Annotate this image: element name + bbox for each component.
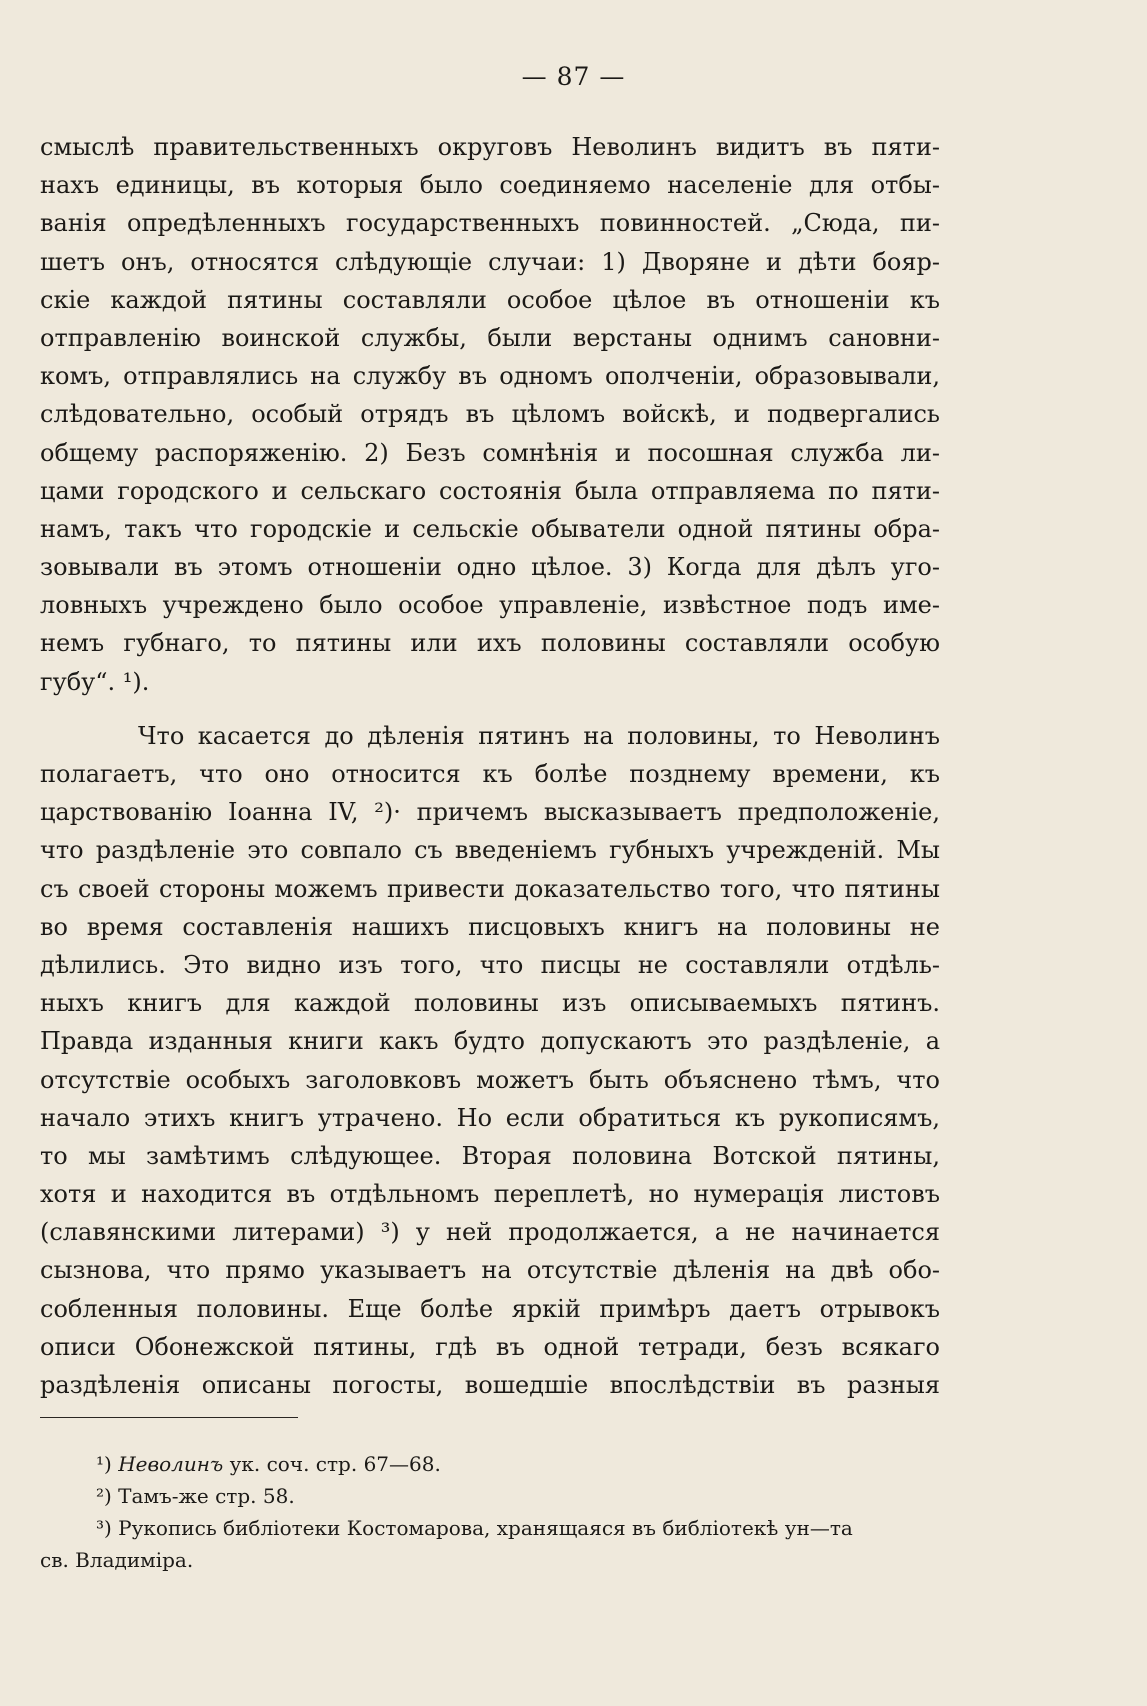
footnote-text: Тамъ-же стр. 58. <box>111 1484 295 1508</box>
footnote-author: Неволинъ <box>118 1452 224 1476</box>
footnote-mark: ³) <box>96 1516 112 1540</box>
text-line: зовывали въ этомъ отношеніи одно цѣлое. 3) Когда для дѣлъ уго- <box>40 553 940 582</box>
text-line: во время составленія нашихъ писцовыхъ книгъ на половины не <box>40 912 940 941</box>
text-line: хотя и находится въ отдѣльномъ переплетѣ, но нумерація листовъ <box>40 1180 940 1209</box>
text-line: начало этихъ книгъ утрачено. Но если обратиться къ рукописямъ, <box>40 1103 940 1132</box>
text-line: смыслѣ правительственныхъ округовъ Неволинъ видитъ въ пяти- <box>40 133 940 161</box>
text-line: дѣлились. Это видно изъ того, что писцы не составляли отдѣль- <box>40 950 940 979</box>
paragraph-gap <box>40 701 940 717</box>
text-line: ныхъ книгъ для каждой половины изъ описываемыхъ пятинъ. <box>40 989 940 1018</box>
text-line: шетъ онъ, относятся слѣдующіе случаи: 1) Дворяне и дѣти бояр- <box>40 247 940 276</box>
text-line: нахъ единицы, въ которыя было соединяемо населеніе для отбы- <box>40 171 940 200</box>
footnote-1 <box>40 1448 940 1480</box>
text-line: отправленію воинской службы, были верстаны однимъ сановни- <box>40 323 940 352</box>
footnote-text: Рукопись библіотеки Костомарова, хранящаяся въ библіотекѣ ун—та <box>111 1516 853 1540</box>
footnote-mark: ²) <box>96 1484 112 1508</box>
text-line: отсутствіе особыхъ заголовковъ можетъ быть объяснено тѣмъ, что <box>40 1065 940 1094</box>
footnotes <box>40 1448 940 1576</box>
text-line: цами городского и сельскаго состоянія была отправляема по пяти- <box>40 476 940 505</box>
main-text <box>40 128 940 1404</box>
text-line: Что касается до дѣленія пятинъ на половины, то Неволинъ <box>138 721 940 750</box>
text-line: (славянскими литерами) ³) у ней продолжается, а не начинается <box>40 1218 940 1247</box>
footnote-3-continuation: св. Владиміра. <box>40 1548 194 1572</box>
text-line: сызнова, что прямо указываетъ на отсутствіе дѣленія на двѣ обо- <box>40 1256 940 1285</box>
text-line: то мы замѣтимъ слѣдующее. Вторая половина Вотской пятины, <box>40 1141 940 1170</box>
text-line: общему распоряженію. 2) Безъ сомнѣнія и посошная служба ли- <box>40 438 940 467</box>
footnote-3 <box>40 1512 940 1544</box>
text-line: полагаетъ, что оно относится къ болѣе позднему времени, къ <box>40 760 940 788</box>
footnote-mark: ¹) <box>96 1452 112 1476</box>
text-line: слѣдовательно, особый отрядъ въ цѣломъ войскѣ, и подвергались <box>40 400 940 429</box>
text-line: Правда изданныя книги какъ будто допускаютъ это раздѣленіе, а <box>40 1027 940 1056</box>
text-line: описи Обонежской пятины, гдѣ въ одной тетради, безъ всякаго <box>40 1332 940 1361</box>
text-line: собленныя половины. Еще болѣе яркій примѣръ даетъ отрывокъ <box>40 1294 940 1323</box>
text-line: губу“. ¹). <box>40 667 150 696</box>
footnote-2 <box>40 1480 940 1512</box>
text-line: царствованію Іоанна IV, ²)· причемъ высказываетъ предположеніе, <box>40 798 940 827</box>
footnote-separator <box>40 1417 298 1418</box>
text-line: ванія опредѣленныхъ государственныхъ повинностей. „Сюда, пи- <box>40 209 940 238</box>
text-line: раздѣленія описаны погосты, вошедшіе впослѣдствіи въ разныя <box>40 1371 940 1399</box>
text-line: комъ, отправлялись на службу въ одномъ ополченіи, образовывали, <box>40 362 940 391</box>
text-line: что раздѣленіе это совпало съ введеніемъ губныхъ учрежденій. Мы <box>40 836 940 865</box>
text-line: ловныхъ учреждено было особое управленіе, извѣстное подъ име- <box>40 591 940 620</box>
footnote-text: ук. соч. стр. 67—68. <box>223 1452 441 1476</box>
text-line: скіе каждой пятины составляли особое цѣлое въ отношеніи къ <box>40 285 940 314</box>
text-line: немъ губнаго, то пятины или ихъ половины составляли особую <box>40 629 940 658</box>
text-line: намъ, такъ что городскіе и сельскіе обыватели одной пятины обра- <box>40 514 940 543</box>
text-line: съ своей стороны можемъ привести доказательство того, что пятины <box>40 874 940 903</box>
page-number: — 87 — <box>521 62 626 91</box>
